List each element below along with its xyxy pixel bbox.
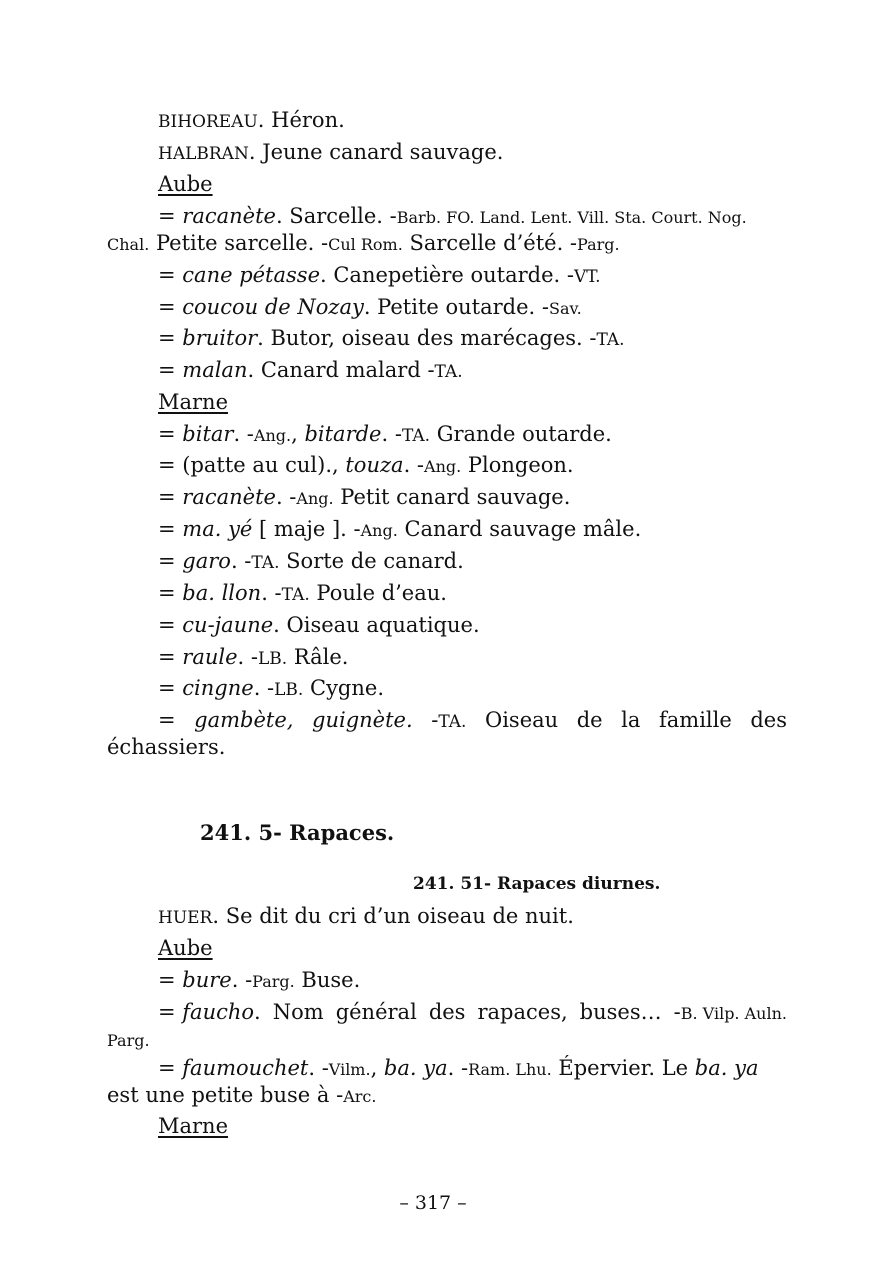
entry-ma-ye: = ma. yé [ maje ]. -Ang. Canard sauvage mâle. <box>158 517 642 541</box>
entry-coucou-de-nozay: = coucou de Nozay. Petite outarde. -Sav. <box>158 295 582 319</box>
entry-halbran: HALBRAN. Jeune canard sauvage. <box>158 140 504 164</box>
entry-racanete-aube: = racanète. Sarcelle. -Barb. FO. Land. Lent. Vill. Sta. Court. Nog. <box>158 204 747 228</box>
entry-touza: = (patte au cul)., touza. -Ang. Plongeon. <box>158 453 574 477</box>
entry-huer: HUER. Se dit du cri d’un oiseau de nuit. <box>158 904 574 928</box>
entry-bure: = bure. -Parg. Buse. <box>158 968 361 992</box>
entry-garo: = garo. -TA. Sorte de canard. <box>158 549 464 573</box>
entry-faumouchet: = faumouchet. -Vilm., ba. ya. -Ram. Lhu. Épervier. Le ba. ya <box>158 1056 759 1080</box>
entry-faucho-cont: Parg. <box>107 1031 150 1050</box>
entry-racanete-marne: = racanète. -Ang. Petit canard sauvage. <box>158 485 571 509</box>
entry-faumouchet-cont: est une petite buse à -Arc. <box>107 1083 377 1107</box>
entry-faucho: = faucho. Nom général des rapaces, buses… -B. Vilp. Auln. <box>158 1000 787 1024</box>
section-heading-rapaces: 241. 5- Rapaces. <box>200 820 395 845</box>
region-heading-marne-2: Marne <box>158 1114 229 1138</box>
entry-cane-petasse: = cane pétasse. Canepetière outarde. -VT. <box>158 263 601 287</box>
page-number: – 317 – <box>399 1192 467 1214</box>
entry-raule: = raule. -LB. Râle. <box>158 645 349 669</box>
entry-cu-jaune: = cu-jaune. Oiseau aquatique. <box>158 613 480 637</box>
entry-racanete-aube-cont: Chal. Petite sarcelle. -Cul Rom. Sarcelle d’été. -Parg. <box>107 231 620 255</box>
region-heading-marne: Marne <box>158 390 229 414</box>
region-heading-aube-2: Aube <box>158 936 213 960</box>
subsection-heading-rapaces-diurnes: 241. 51- Rapaces diurnes. <box>413 874 661 894</box>
entry-bitar: = bitar. -Ang., bitarde. -TA. Grande outarde. <box>158 422 612 446</box>
entry-gambete-cont: échassiers. <box>107 735 226 759</box>
entry-bruitor: = bruitor. Butor, oiseau des marécages. -TA. <box>158 326 625 350</box>
region-heading-aube: Aube <box>158 172 213 196</box>
entry-gambete: = gambète, guignète. -TA. Oiseau de la famille des <box>158 708 787 732</box>
entry-bihoreau: BIHOREAU. Héron. <box>158 108 345 132</box>
entry-cingne: = cingne. -LB. Cygne. <box>158 676 385 700</box>
entry-ballon: = ba. llon. -TA. Poule d’eau. <box>158 581 447 605</box>
entry-malan: = malan. Canard malard -TA. <box>158 358 463 382</box>
